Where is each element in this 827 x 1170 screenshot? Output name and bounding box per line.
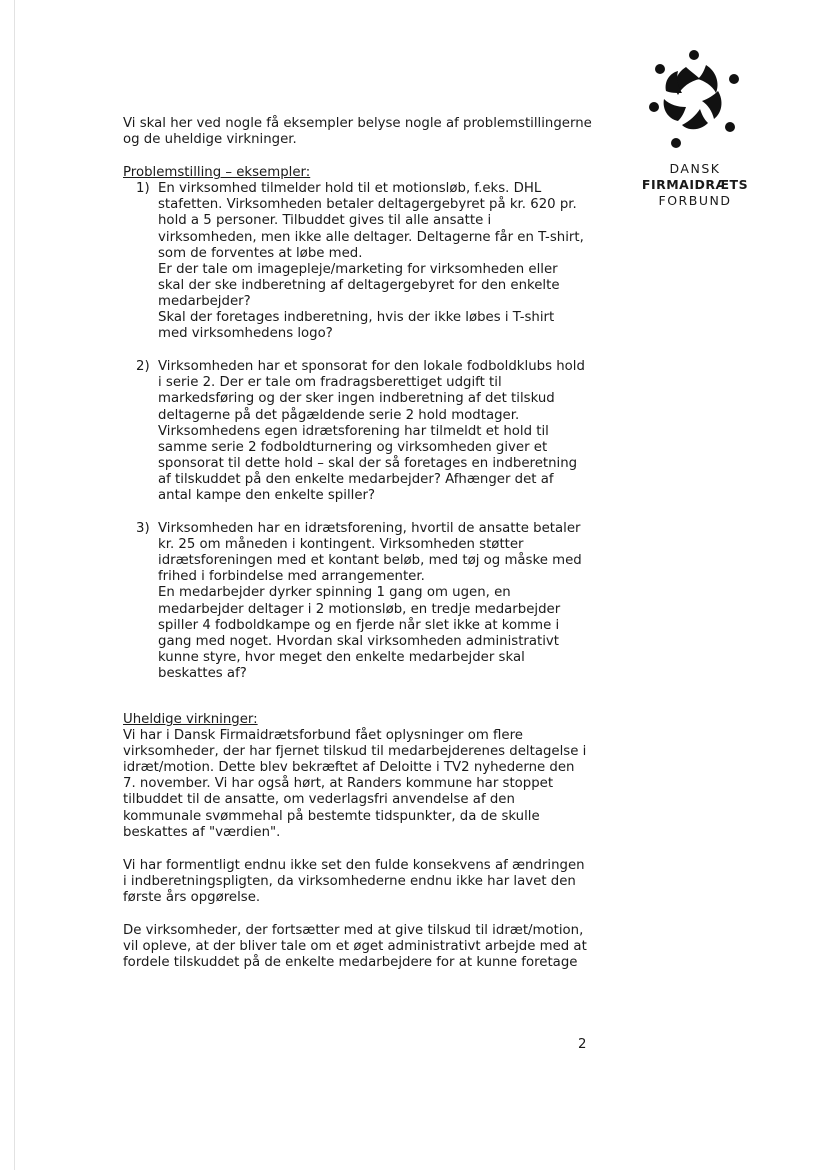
item-line: stafetten. Virksomheden betaler deltagergebyret på kr. 620 pr. bbox=[158, 197, 577, 213]
page-number: 2 bbox=[578, 1037, 587, 1052]
logo-line-dansk: DANSK bbox=[669, 161, 721, 176]
effects-paragraph-1 bbox=[123, 728, 603, 841]
paragraph-line: Vi har i Dansk Firmaidrætsforbund fået oplysninger om flere bbox=[123, 728, 523, 744]
item-line: Virksomheden har en idrætsforening, hvortil de ansatte betaler bbox=[158, 521, 581, 537]
paragraph-line: idræt/motion. Dette blev bekræftet af Deloitte i TV2 nyhederne den bbox=[123, 760, 575, 776]
item-line: skal der ske indberetning af deltagergebyret for den enkelte bbox=[158, 277, 560, 293]
item-number: 3) bbox=[136, 521, 150, 537]
problem-item-1 bbox=[123, 181, 603, 342]
paragraph-line: vil opleve, at der bliver tale om et øget administrativt arbejde med at bbox=[123, 939, 587, 955]
effects-paragraph-2 bbox=[123, 858, 603, 906]
logo-line-forbund: FORBUND bbox=[658, 193, 732, 208]
item-line: kunne styre, hvor meget den enkelte medarbejder skal bbox=[158, 649, 525, 665]
item-number: 1) bbox=[136, 181, 150, 197]
item-line: En medarbejder dyrker spinning 1 gang om ugen, en bbox=[158, 585, 511, 601]
item-line: virksomheden, men ikke alle deltager. Deltagerne får en T-shirt, bbox=[158, 229, 584, 245]
item-line: som de forventes at løbe med. bbox=[158, 245, 363, 261]
item-line: samme serie 2 fodboldturnering og virksomheden giver et bbox=[158, 439, 548, 455]
effects-heading: Uheldige virkninger: bbox=[123, 712, 258, 727]
problems-heading: Problemstilling – eksempler: bbox=[123, 165, 311, 181]
item-line: frihed i forbindelse med arrangementer. bbox=[158, 569, 425, 585]
item-line: Skal der foretages indberetning, hvis der ikke løbes i T-shirt bbox=[158, 310, 555, 326]
item-line: markedsføring og der sker ingen indberetning af det tilskud bbox=[158, 391, 555, 407]
item-line: med virksomhedens logo? bbox=[158, 326, 333, 342]
item-line: beskattes af? bbox=[158, 665, 247, 681]
logo-figures-icon bbox=[646, 45, 742, 153]
item-line: hold a 5 personer. Tilbuddet gives til alle ansatte i bbox=[158, 213, 492, 229]
intro-paragraph bbox=[123, 116, 603, 148]
logo-line-firmaidraets: FIRMAIDRÆTS bbox=[641, 177, 749, 192]
item-line: spiller 4 fodboldkampe og en fjerde når slet ikke at komme i bbox=[158, 617, 560, 633]
item-line: idrætsforeningen med et kontant beløb, med tøj og måske med bbox=[158, 553, 582, 569]
paragraph-line: beskattes af "værdien". bbox=[123, 824, 281, 840]
item-line: Er der tale om imagepleje/marketing for virksomheden eller bbox=[158, 261, 558, 277]
document-body bbox=[123, 116, 603, 971]
item-line: deltagerne på det pågældende serie 2 hold modtager. bbox=[158, 407, 520, 423]
problem-item-2 bbox=[123, 359, 603, 504]
paragraph-line: kommunale svømmehal på bestemte tidspunkter, da de skulle bbox=[123, 808, 540, 824]
item-line: kr. 25 om måneden i kontingent. Virksomheden støtter bbox=[158, 537, 524, 553]
paragraph-line: tilbuddet til de ansatte, om vederlagsfri anvendelse af den bbox=[123, 792, 515, 808]
page-edge-line bbox=[14, 0, 15, 1170]
item-line: En virksomhed tilmelder hold til et motionsløb, f.eks. DHL bbox=[158, 181, 542, 197]
item-line: gang med noget. Hvordan skal virksomheden administrativt bbox=[158, 633, 560, 649]
item-line: af tilskuddet på den enkelte medarbejder? Afhænger det af bbox=[158, 471, 554, 487]
paragraph-line: 7. november. Vi har også hørt, at Randers kommune har stoppet bbox=[123, 776, 554, 792]
item-line: medarbejder? bbox=[158, 293, 251, 309]
paragraph-line: De virksomheder, der fortsætter med at give tilskud til idræt/motion, bbox=[123, 923, 584, 939]
effects-paragraph-3 bbox=[123, 923, 603, 971]
item-line: antal kampe den enkelte spiller? bbox=[158, 487, 376, 503]
paragraph-line: Vi har formentligt endnu ikke set den fulde konsekvens af ændringen bbox=[123, 857, 585, 873]
item-number: 2) bbox=[136, 359, 150, 375]
paragraph-line: virksomheder, der har fjernet tilskud til medarbejderenes deltagelse i bbox=[123, 744, 587, 760]
item-line: i serie 2. Der er tale om fradragsberettiget udgift til bbox=[158, 375, 502, 391]
dansk-firmaidraets-logo bbox=[640, 45, 750, 209]
problem-item-3 bbox=[123, 521, 603, 682]
paragraph-line: i indberetningspligten, da virksomhederne endnu ikke har lavet den bbox=[123, 873, 576, 889]
logo-text bbox=[640, 161, 750, 209]
item-line: Virksomheden har et sponsorat for den lokale fodboldklubs hold bbox=[158, 359, 585, 375]
intro-line: og de uheldige virkninger. bbox=[123, 132, 297, 148]
item-line: sponsorat til dette hold – skal der så foretages en indberetning bbox=[158, 455, 578, 471]
intro-line: Vi skal her ved nogle få eksempler belyse nogle af problemstillingerne bbox=[123, 116, 592, 131]
item-line: Virksomhedens egen idrætsforening har tilmeldt et hold til bbox=[158, 423, 549, 439]
item-line: medarbejder deltager i 2 motionsløb, en tredje medarbejder bbox=[158, 601, 561, 617]
paragraph-line: fordele tilskuddet på de enkelte medarbejdere for at kunne foretage bbox=[123, 955, 578, 971]
paragraph-line: første års opgørelse. bbox=[123, 889, 261, 905]
